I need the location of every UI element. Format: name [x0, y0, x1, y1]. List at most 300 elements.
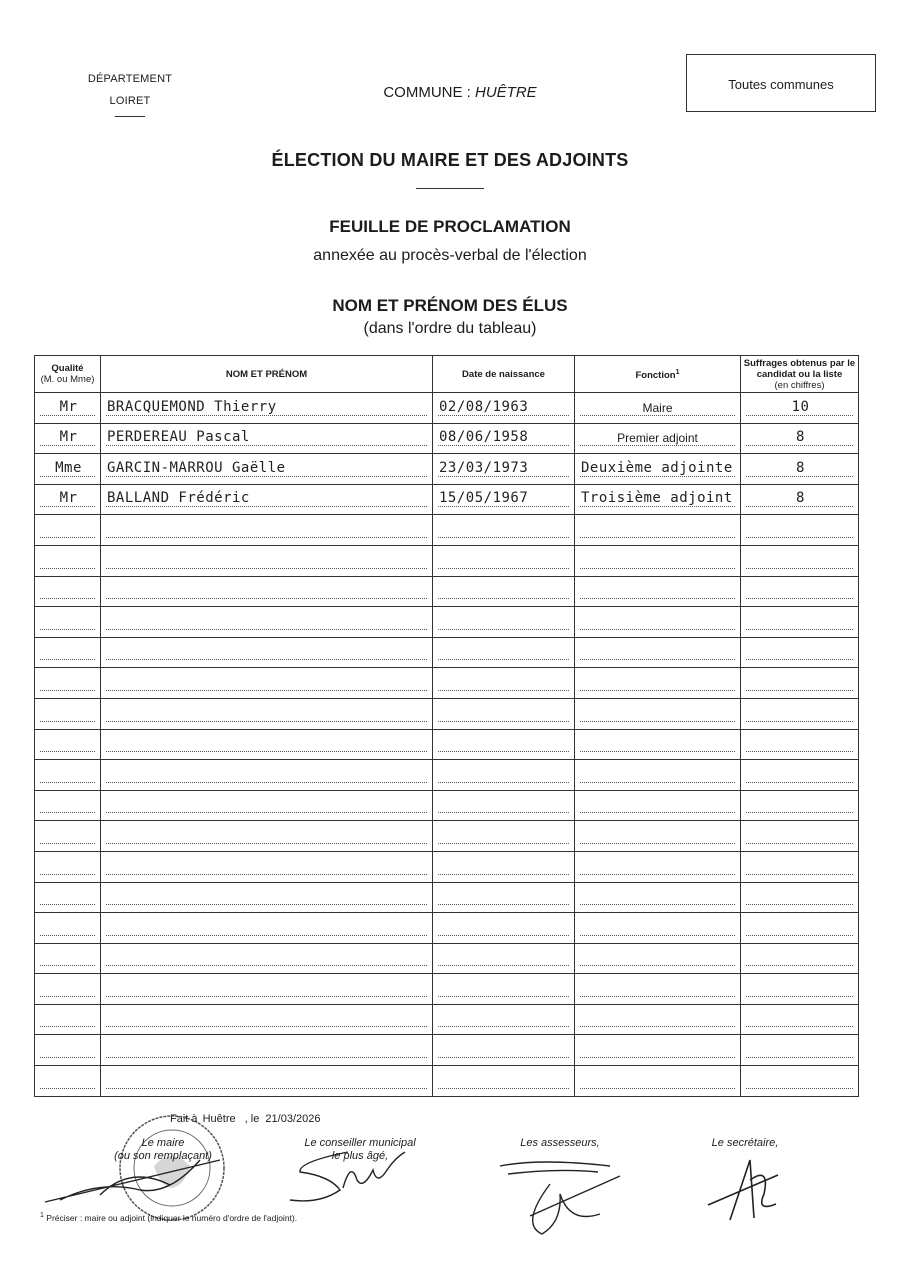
cell-suffrages — [741, 668, 859, 699]
dotted-line — [746, 1088, 853, 1089]
cell-fonction — [575, 821, 741, 852]
table-row — [35, 698, 859, 729]
cell-nom — [101, 576, 433, 607]
conseiller-sub: le plus âgé, — [331, 1150, 389, 1162]
dotted-line — [580, 874, 735, 875]
fonction-value: Deuxième adjointe — [581, 459, 733, 476]
dotted-line — [40, 445, 95, 446]
cell-suffrages — [741, 484, 859, 515]
cell-suffrages — [741, 974, 859, 1005]
qualite-value: Mme — [55, 459, 82, 476]
cell-nom — [101, 760, 433, 791]
dotted-line — [438, 1057, 569, 1058]
maire-signature — [40, 1140, 240, 1210]
dotted-line — [580, 537, 735, 538]
dotted-line — [40, 904, 95, 905]
dotted-line — [746, 843, 853, 844]
dotted-line — [580, 812, 735, 813]
dotted-line — [106, 935, 427, 936]
table-body — [35, 393, 859, 1097]
cell-naissance — [433, 943, 575, 974]
cell-nom — [101, 1066, 433, 1097]
suffrages-value: 8 — [796, 429, 805, 446]
secretaire-label: Le secrétaire, — [711, 1137, 779, 1149]
col-qualite — [35, 356, 101, 393]
dotted-line — [438, 598, 569, 599]
dotted-line — [580, 1088, 735, 1089]
dotted-line — [746, 965, 853, 966]
cell-qualite — [35, 1066, 101, 1097]
col-qualite-sub: (M. ou Mme) — [40, 374, 95, 385]
cell-suffrages — [741, 1035, 859, 1066]
dotted-line — [438, 1026, 569, 1027]
cell-suffrages — [741, 423, 859, 454]
dotted-line — [746, 1026, 853, 1027]
dotted-line — [746, 445, 853, 446]
dotted-line — [580, 415, 735, 416]
dotted-line — [40, 1026, 95, 1027]
cell-nom — [101, 913, 433, 944]
table-row — [35, 515, 859, 546]
cell-qualite — [35, 698, 101, 729]
cell-nom — [101, 545, 433, 576]
cell-naissance — [433, 821, 575, 852]
department-block — [60, 68, 200, 112]
table-row — [35, 913, 859, 944]
dotted-line — [40, 629, 95, 630]
table-row — [35, 790, 859, 821]
dotted-line — [580, 904, 735, 905]
dotted-line — [438, 874, 569, 875]
cell-fonction — [575, 913, 741, 944]
secretaire-signature — [700, 1150, 790, 1230]
footnote-text: Préciser : maire ou adjoint (indiquer le numéro d'ordre de l'adjoint). — [46, 1212, 298, 1223]
col-fonction-note: 1 — [675, 368, 680, 376]
cell-qualite — [35, 576, 101, 607]
cell-qualite — [35, 637, 101, 668]
maire-label: Le maire — [141, 1137, 185, 1149]
cell-suffrages — [741, 943, 859, 974]
dotted-line — [106, 537, 427, 538]
cell-naissance — [433, 423, 575, 454]
cell-fonction — [575, 1035, 741, 1066]
cell-naissance — [433, 913, 575, 944]
cell-nom — [101, 729, 433, 760]
title-divider — [416, 188, 484, 189]
dotted-line — [438, 415, 569, 416]
cell-qualite — [35, 484, 101, 515]
cell-nom — [101, 882, 433, 913]
cell-qualite — [35, 1004, 101, 1035]
dotted-line — [746, 751, 853, 752]
dotted-line — [580, 721, 735, 722]
table-row — [35, 760, 859, 791]
cell-naissance — [433, 729, 575, 760]
dotted-line — [746, 415, 853, 416]
dotted-line — [438, 751, 569, 752]
cell-fonction — [575, 393, 741, 424]
table-row — [35, 668, 859, 699]
col-naissance: Date de naissance — [433, 356, 575, 393]
cell-nom — [101, 943, 433, 974]
col-fonction-label: Fonction — [635, 370, 676, 382]
table-row — [35, 1035, 859, 1066]
elected-officials-table — [34, 355, 859, 1097]
department-divider — [115, 116, 145, 117]
dotted-line — [746, 659, 853, 660]
cell-qualite — [35, 668, 101, 699]
cell-qualite — [35, 729, 101, 760]
dotted-line — [746, 476, 853, 477]
cell-nom — [101, 790, 433, 821]
sheet-title: FEUILLE DE PROCLAMATION — [329, 217, 571, 236]
cell-suffrages — [741, 851, 859, 882]
col-nom: NOM ET PRÉNOM — [101, 356, 433, 393]
cell-fonction — [575, 943, 741, 974]
table-row — [35, 729, 859, 760]
dotted-line — [106, 782, 427, 783]
conseiller-signature — [288, 1148, 418, 1210]
col-qualite-label: Qualité — [51, 363, 84, 374]
annex-subtitle: annexée au procès-verbal de l'élection — [313, 247, 587, 264]
naissance-value: 02/08/1963 — [439, 398, 529, 415]
cell-nom — [101, 607, 433, 638]
cell-suffrages — [741, 790, 859, 821]
cell-qualite — [35, 851, 101, 882]
dotted-line — [106, 506, 427, 507]
cell-fonction — [575, 454, 741, 485]
dotted-line — [438, 690, 569, 691]
dotted-line — [106, 629, 427, 630]
dotted-line — [746, 537, 853, 538]
dotted-line — [106, 415, 427, 416]
cell-fonction — [575, 668, 741, 699]
cell-qualite — [35, 974, 101, 1005]
dotted-line — [438, 843, 569, 844]
dotted-line — [106, 598, 427, 599]
cell-nom — [101, 423, 433, 454]
cell-nom — [101, 484, 433, 515]
cell-naissance — [433, 668, 575, 699]
dotted-line — [746, 904, 853, 905]
suffrages-value: 8 — [796, 459, 805, 476]
dotted-line — [746, 996, 853, 997]
dotted-line — [438, 721, 569, 722]
cell-qualite — [35, 1035, 101, 1066]
cell-fonction — [575, 576, 741, 607]
cell-naissance — [433, 974, 575, 1005]
nom-value: GARCIN-MARROU Gaëlle — [107, 459, 286, 476]
dotted-line — [40, 476, 95, 477]
cell-fonction — [575, 729, 741, 760]
dotted-line — [106, 1057, 427, 1058]
table-row — [35, 423, 859, 454]
cell-nom — [101, 668, 433, 699]
dotted-line — [106, 965, 427, 966]
dotted-line — [746, 721, 853, 722]
dotted-line — [438, 445, 569, 446]
col-suffrages-sub: (en chiffres) — [774, 379, 825, 391]
cell-naissance — [433, 1066, 575, 1097]
fonction-value: Premier adjoint — [617, 431, 698, 446]
dotted-line — [746, 782, 853, 783]
cell-suffrages — [741, 545, 859, 576]
cell-nom — [101, 851, 433, 882]
commune-line — [330, 84, 590, 101]
dotted-line — [40, 843, 95, 844]
cell-naissance — [433, 882, 575, 913]
naissance-value: 23/03/1973 — [439, 459, 529, 476]
cell-nom — [101, 1035, 433, 1066]
cell-qualite — [35, 760, 101, 791]
cell-fonction — [575, 974, 741, 1005]
table-row — [35, 1004, 859, 1035]
table-row — [35, 607, 859, 638]
cell-nom — [101, 515, 433, 546]
dotted-line — [106, 445, 427, 446]
cell-naissance — [433, 576, 575, 607]
fonction-value: Troisième adjoint — [581, 490, 733, 507]
cell-qualite — [35, 515, 101, 546]
assesseurs-label: Les assesseurs, — [520, 1137, 600, 1149]
dotted-line — [438, 659, 569, 660]
qualite-value: Mr — [59, 398, 78, 415]
cell-naissance — [433, 760, 575, 791]
dotted-line — [106, 659, 427, 660]
suffrages-value: 8 — [796, 490, 805, 507]
table-row — [35, 393, 859, 424]
names-heading: NOM ET PRÉNOM DES ÉLUS — [332, 296, 568, 315]
cell-naissance — [433, 393, 575, 424]
dotted-line — [106, 874, 427, 875]
table-row — [35, 1066, 859, 1097]
dotted-line — [580, 965, 735, 966]
cell-suffrages — [741, 1066, 859, 1097]
nom-value: BRACQUEMOND Thierry — [107, 398, 277, 415]
dotted-line — [438, 506, 569, 507]
dotted-line — [580, 629, 735, 630]
dotted-line — [106, 568, 427, 569]
cell-suffrages — [741, 637, 859, 668]
dotted-line — [746, 812, 853, 813]
dotted-line — [746, 568, 853, 569]
cell-suffrages — [741, 698, 859, 729]
table-row — [35, 484, 859, 515]
dotted-line — [40, 721, 95, 722]
dotted-line — [106, 476, 427, 477]
col-fonction — [575, 356, 741, 393]
dotted-line — [40, 1057, 95, 1058]
cell-suffrages — [741, 1004, 859, 1035]
dotted-line — [40, 965, 95, 966]
cell-nom — [101, 637, 433, 668]
dotted-line — [40, 598, 95, 599]
dotted-line — [40, 874, 95, 875]
dotted-line — [580, 935, 735, 936]
commune-label: COMMUNE : — [383, 84, 471, 101]
cell-suffrages — [741, 607, 859, 638]
signature-date: 21/03/2026 — [265, 1113, 321, 1125]
order-note: (dans l'ordre du tableau) — [363, 320, 537, 337]
dotted-line — [580, 476, 735, 477]
dotted-line — [40, 935, 95, 936]
dotted-line — [40, 415, 95, 416]
cell-fonction — [575, 1066, 741, 1097]
cell-qualite — [35, 393, 101, 424]
department-label: DÉPARTEMENT — [87, 73, 173, 85]
le-label: , le — [244, 1113, 260, 1125]
cell-fonction — [575, 607, 741, 638]
cell-nom — [101, 454, 433, 485]
dotted-line — [438, 782, 569, 783]
dotted-line — [746, 690, 853, 691]
dotted-line — [580, 659, 735, 660]
footnote — [40, 1212, 297, 1223]
dotted-line — [438, 812, 569, 813]
cell-suffrages — [741, 729, 859, 760]
dotted-line — [438, 476, 569, 477]
dotted-line — [580, 843, 735, 844]
fait-a-label: Fait à — [170, 1113, 198, 1125]
dotted-line — [580, 1057, 735, 1058]
cell-naissance — [433, 515, 575, 546]
table-row — [35, 576, 859, 607]
fonction-value: Maire — [642, 400, 673, 415]
col-suffrages-label: Suffrages obtenus par le candidat ou la liste — [743, 357, 856, 380]
dotted-line — [40, 812, 95, 813]
dotted-line — [106, 1026, 427, 1027]
cell-qualite — [35, 943, 101, 974]
cell-naissance — [433, 545, 575, 576]
table-header-row — [35, 356, 859, 393]
dotted-line — [438, 629, 569, 630]
col-suffrages — [741, 356, 859, 393]
dotted-line — [40, 690, 95, 691]
cell-suffrages — [741, 760, 859, 791]
table-row — [35, 821, 859, 852]
commune-name: HUÊTRE — [475, 84, 537, 101]
cell-qualite — [35, 454, 101, 485]
cell-naissance — [433, 484, 575, 515]
dotted-line — [746, 1057, 853, 1058]
dotted-line — [40, 1088, 95, 1089]
dotted-line — [40, 568, 95, 569]
cell-fonction — [575, 760, 741, 791]
cell-qualite — [35, 607, 101, 638]
dotted-line — [438, 568, 569, 569]
dotted-line — [438, 537, 569, 538]
dotted-line — [580, 782, 735, 783]
cell-nom — [101, 1004, 433, 1035]
cell-naissance — [433, 698, 575, 729]
cell-suffrages — [741, 515, 859, 546]
dotted-line — [106, 690, 427, 691]
naissance-value: 08/06/1958 — [439, 429, 529, 446]
cell-suffrages — [741, 913, 859, 944]
cell-nom — [101, 974, 433, 1005]
dotted-line — [438, 904, 569, 905]
cell-naissance — [433, 454, 575, 485]
cell-naissance — [433, 637, 575, 668]
dotted-line — [438, 965, 569, 966]
dotted-line — [40, 537, 95, 538]
dotted-line — [40, 996, 95, 997]
table-row — [35, 943, 859, 974]
cell-nom — [101, 821, 433, 852]
dotted-line — [580, 506, 735, 507]
dotted-line — [746, 935, 853, 936]
cell-nom — [101, 393, 433, 424]
naissance-value: 15/05/1967 — [439, 490, 529, 507]
table-row — [35, 851, 859, 882]
dotted-line — [40, 782, 95, 783]
dotted-line — [580, 690, 735, 691]
dotted-line — [438, 935, 569, 936]
table-row — [35, 454, 859, 485]
conseiller-label: Le conseiller municipal — [304, 1137, 416, 1149]
dotted-line — [580, 598, 735, 599]
dotted-line — [106, 904, 427, 905]
maire-sub: (ou son remplaçant) — [114, 1150, 212, 1162]
table-row — [35, 637, 859, 668]
footnote-mark: 1 — [40, 1212, 44, 1219]
table-row — [35, 974, 859, 1005]
election-title: ÉLECTION DU MAIRE ET DES ADJOINTS — [271, 150, 629, 170]
cell-qualite — [35, 882, 101, 913]
cell-fonction — [575, 637, 741, 668]
cell-suffrages — [741, 576, 859, 607]
cell-fonction — [575, 851, 741, 882]
scope-box: Toutes communes — [686, 54, 876, 112]
dotted-line — [40, 506, 95, 507]
dotted-line — [106, 996, 427, 997]
dotted-line — [746, 874, 853, 875]
cell-naissance — [433, 1004, 575, 1035]
place-name: Huêtre — [202, 1113, 236, 1125]
dotted-line — [580, 996, 735, 997]
cell-suffrages — [741, 454, 859, 485]
cell-fonction — [575, 1004, 741, 1035]
cell-suffrages — [741, 821, 859, 852]
dotted-line — [746, 598, 853, 599]
cell-fonction — [575, 790, 741, 821]
cell-qualite — [35, 790, 101, 821]
dotted-line — [106, 812, 427, 813]
cell-qualite — [35, 913, 101, 944]
dotted-line — [746, 629, 853, 630]
dotted-line — [438, 1088, 569, 1089]
dotted-line — [106, 843, 427, 844]
dotted-line — [580, 445, 735, 446]
qualite-value: Mr — [59, 490, 78, 507]
cell-fonction — [575, 484, 741, 515]
dotted-line — [106, 751, 427, 752]
dotted-line — [580, 1026, 735, 1027]
cell-qualite — [35, 423, 101, 454]
cell-naissance — [433, 851, 575, 882]
qualite-value: Mr — [59, 429, 78, 446]
assesseurs-signatures — [490, 1156, 640, 1236]
dotted-line — [746, 506, 853, 507]
cell-nom — [101, 698, 433, 729]
cell-fonction — [575, 698, 741, 729]
dotted-line — [106, 1088, 427, 1089]
table-row — [35, 545, 859, 576]
cell-qualite — [35, 545, 101, 576]
cell-qualite — [35, 821, 101, 852]
cell-suffrages — [741, 882, 859, 913]
nom-value: BALLAND Frédéric — [107, 490, 250, 507]
